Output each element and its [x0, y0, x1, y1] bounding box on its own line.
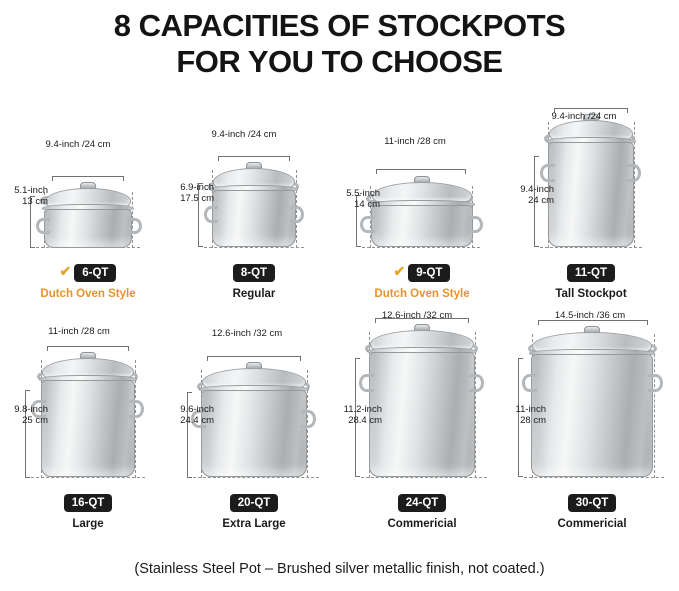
pot-card-6qt[interactable]: [6, 96, 170, 306]
dimension-height-20qt-line2: 24.4 cm: [180, 415, 214, 426]
pot-card-20qt[interactable]: [172, 306, 336, 536]
capacity-chip-6qt: 6-QT: [74, 264, 116, 282]
style-label-30qt: Commericial: [557, 518, 627, 530]
pot-card-16qt[interactable]: [6, 306, 170, 536]
pot-illustration-24qt: [338, 316, 506, 478]
style-label-9qt: Dutch Oven Style: [374, 288, 470, 300]
footer-note: (Stainless Steel Pot – Brushed silver metallic finish, not coated.): [134, 561, 545, 577]
pot-card-9qt[interactable]: [338, 96, 506, 306]
dimension-diameter-16qt: 11-inch /28 cm: [48, 326, 110, 337]
capacity-chip-16qt: 16-QT: [64, 494, 113, 512]
style-label-24qt: Commericial: [387, 518, 457, 530]
dimension-diameter-24qt: 12.6-inch /32 cm: [381, 310, 453, 321]
dimension-height-9qt-line2: 14 cm: [354, 199, 380, 210]
dimension-height-8qt-line2: 17.5 cm: [180, 193, 214, 204]
dimension-height-30qt-line1: 11-inch: [515, 404, 546, 415]
pot-row-bottom: [0, 306, 679, 536]
pot-label-30qt: [508, 494, 676, 530]
pot-label-8qt: [172, 264, 336, 300]
dimension-height-16qt-line2: 25 cm: [22, 415, 48, 426]
dimension-height-16qt-line1: 9.8-inch: [14, 404, 48, 415]
pot-card-24qt[interactable]: [338, 306, 506, 536]
style-label-16qt: Large: [72, 518, 104, 530]
check-icon-6qt: ✔: [59, 263, 72, 280]
pot-illustration-30qt: [508, 318, 676, 478]
pot-label-6qt: [6, 264, 170, 300]
dimension-height-6qt-line1: 5.1-inch: [14, 185, 48, 196]
dimension-diameter-30qt: 14.5-inch /36 cm: [554, 310, 626, 321]
dimension-height-24qt-line2: 28.4 cm: [348, 415, 382, 426]
dimension-height-30qt-line2: 28 cm: [520, 415, 546, 426]
pot-card-30qt[interactable]: [508, 306, 676, 536]
capacity-chip-8qt: 8-QT: [233, 264, 275, 282]
title-line-1: 8 CAPACITIES OF STOCKPOTS: [113, 8, 566, 43]
dimension-diameter-20qt: 12.6-inch /32 cm: [211, 328, 283, 339]
pot-card-8qt[interactable]: [172, 96, 336, 306]
style-label-6qt: Dutch Oven Style: [40, 288, 136, 300]
dimension-height-11qt-line1: 9.4-inch: [520, 184, 554, 195]
style-label-20qt: Extra Large: [222, 518, 286, 530]
pot-label-20qt: [172, 494, 336, 530]
pot-illustration-16qt: [6, 328, 170, 478]
capacity-chip-11qt: 11-QT: [567, 264, 615, 282]
capacity-chip-24qt: 24-QT: [398, 494, 447, 512]
dimension-height-11qt-line2: 24 cm: [528, 195, 554, 206]
dimension-diameter-6qt: 9.4-inch /24 cm: [45, 139, 111, 150]
dimension-height-6qt-line2: 13 cm: [22, 196, 48, 207]
dimension-height-9qt-line1: 5.5-inch: [346, 188, 380, 199]
dimension-diameter-9qt: 11-inch /28 cm: [384, 136, 446, 147]
check-icon-9qt: ✔: [393, 263, 406, 280]
pot-row-top: [0, 96, 679, 306]
dimension-height-8qt-line1: 6.9-inch: [180, 182, 214, 193]
capacity-chip-20qt: 20-QT: [230, 494, 279, 512]
dimension-height-24qt-line1: 11.2-inch: [343, 404, 382, 415]
pot-illustration-11qt: [508, 100, 674, 248]
page-title: [0, 8, 679, 80]
pot-card-11qt[interactable]: [508, 96, 674, 306]
style-label-8qt: Regular: [232, 288, 276, 300]
pot-label-16qt: [6, 494, 170, 530]
dimension-height-20qt-line1: 9.6-inch: [180, 404, 214, 415]
pot-label-9qt: [338, 264, 506, 300]
capacity-chip-9qt: 9-QT: [408, 264, 450, 282]
capacity-chip-30qt: 30-QT: [568, 494, 617, 512]
title-line-2: FOR YOU TO CHOOSE: [176, 44, 503, 79]
pot-label-24qt: [338, 494, 506, 530]
pot-label-11qt: [508, 264, 674, 300]
dimension-diameter-8qt: 9.4-inch /24 cm: [211, 129, 277, 140]
style-label-11qt: Tall Stockpot: [555, 288, 627, 300]
dimension-diameter-11qt: 9.4-inch /24 cm: [551, 111, 617, 122]
